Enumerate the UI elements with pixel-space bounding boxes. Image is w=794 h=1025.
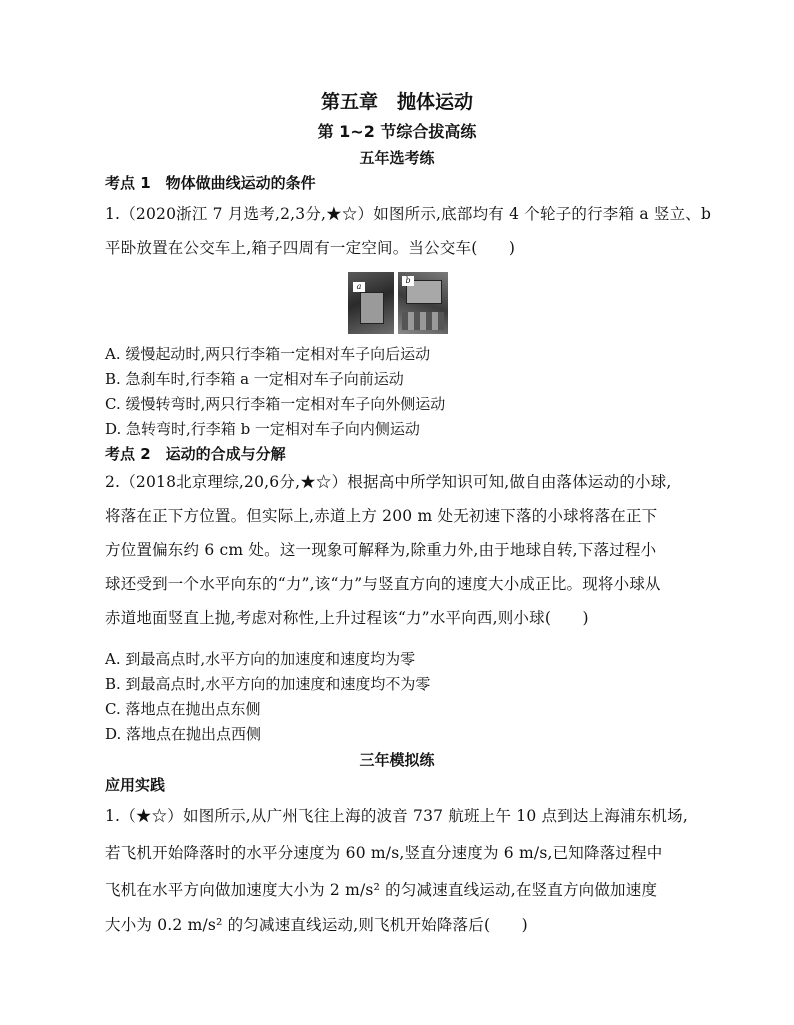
section-title: 第 1~2 节综合拔高练 [317, 122, 477, 141]
question3-line4: 大小为 0.2 m/s² 的匀减速直线运动,则飞机开始降落后( ) [105, 916, 528, 934]
q2-option-a: A. 到最高点时,水平方向的加速度和速度均为零 [105, 650, 416, 668]
part2-title: 三年模拟练 [359, 751, 435, 769]
q2-option-c: C. 落地点在抛出点东侧 [105, 700, 261, 718]
question2-line5: 赤道地面竖直上抛,考虑对称性,上升过程该“力”水平向西,则小球( ) [105, 609, 589, 627]
question3-line3: 飞机在水平方向做加速度大小为 2 m/s² 的匀减速直线运动,在竖直方向做加速度 [105, 881, 658, 899]
question1-line2: 平卧放置在公交车上,箱子四周有一定空间。当公交车( ) [105, 239, 516, 257]
q1-option-d: D. 急转弯时,行李箱 b 一定相对车子向内侧运动 [105, 420, 420, 438]
question2-line4: 球还受到一个水平向东的“力”,该“力”与竖直方向的速度大小成正比。现将小球从 [105, 575, 661, 593]
q2-option-d: D. 落地点在抛出点西侧 [105, 725, 262, 743]
q1-option-c: C. 缓慢转弯时,两只行李箱一定相对车子向外侧运动 [105, 395, 446, 413]
topic2-label: 考点 2 运动的合成与分解 [105, 445, 286, 463]
question2-line2: 将落在正下方位置。但实际上,赤道上方 200 m 处无初速下落的小球将落在正下 [105, 507, 658, 525]
question3-line1: 1.（★☆）如图所示,从广州飞往上海的波音 737 航班上午 10 点到达上海浦东机场, [105, 807, 688, 825]
question1-line1: 1.（2020浙江 7 月选考,2,3分,★☆）如图所示,底部均有 4 个轮子的行李箱 a 竖立、b [105, 205, 712, 223]
luggage-figure [348, 272, 448, 334]
q1-option-b: B. 急刹车时,行李箱 a 一定相对车子向前运动 [105, 370, 404, 388]
photo-suitcase-a [348, 272, 394, 334]
question2-line1: 2.（2018北京理综,20,6分,★☆）根据高中所学知识可知,做自由落体运动的小球, [105, 473, 672, 491]
q2-option-b: B. 到最高点时,水平方向的加速度和速度均不为零 [105, 675, 431, 693]
label-b: b [402, 276, 414, 286]
q1-option-a: A. 缓慢起动时,两只行李箱一定相对车子向后运动 [105, 345, 431, 363]
label-a: a [353, 282, 365, 292]
part2-subtitle: 应用实践 [105, 776, 166, 794]
part1-title: 五年选考练 [359, 149, 435, 167]
question3-line2: 若飞机开始降落时的水平分速度为 60 m/s,竖直分速度为 6 m/s,已知降落过程中 [105, 844, 663, 862]
topic1-label: 考点 1 物体做曲线运动的条件 [105, 174, 316, 192]
bus-seats [402, 312, 444, 330]
suitcase-a [360, 292, 384, 324]
question2-line3: 方位置偏东约 6 cm 处。这一现象可解释为,除重力外,由于地球自转,下落过程小 [105, 541, 657, 559]
photo-suitcase-b [398, 272, 448, 334]
chapter-title: 第五章 抛体运动 [320, 91, 473, 113]
